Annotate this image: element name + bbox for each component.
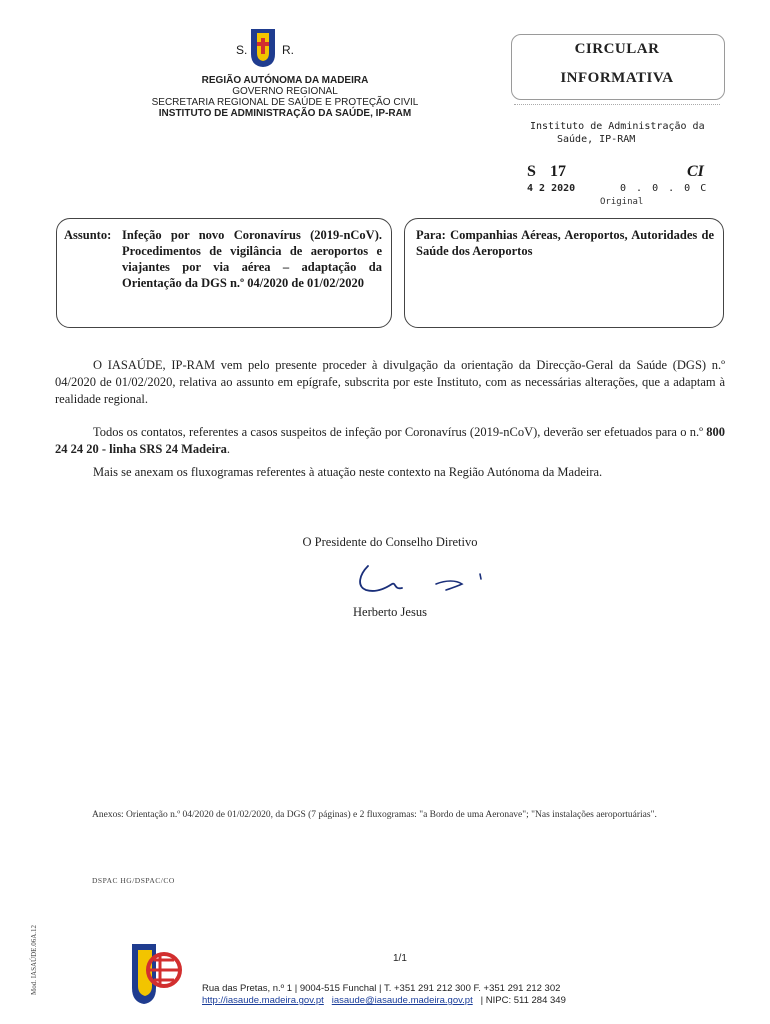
madeira-crest-icon xyxy=(250,28,276,68)
iasaude-logo-icon xyxy=(130,940,184,1006)
footer-contacts xyxy=(202,995,566,1006)
body-paragraph-2 xyxy=(55,424,725,458)
signatory-name: Herberto Jesus xyxy=(353,605,427,619)
nipc: | NIPC: 511 284 349 xyxy=(480,995,566,1006)
stamp-date: 4 2 2020 xyxy=(527,183,576,194)
region-name: REGIÃO AUTÓNOMA DA MADEIRA xyxy=(201,75,369,86)
document-reference: DSPAC HG/DSPAC/CO xyxy=(92,876,175,885)
crest-letter-right: R. xyxy=(282,43,294,57)
circular-title-line1: CIRCULAR xyxy=(574,41,660,57)
hotline-number: 800 24 24 20 - linha SRS 24 Madeira xyxy=(55,425,725,456)
stamp-issuer-line2: Saúde, IP-RAM xyxy=(557,134,636,145)
annex-note: Anexos: Orientação n.º 04/2020 de 01/02/2020, da DGS (7 páginas) e 2 fluxogramas: "a Bordo de uma Aeronave"; "Nas instalações aeroportuárias". xyxy=(92,810,657,820)
subject xyxy=(64,227,382,291)
secretariat-name: SECRETARIA REGIONAL DE SAÚDE E PROTEÇÃO CIVIL xyxy=(151,97,419,108)
stamp-issuer-line1: Instituto de Administração da xyxy=(530,121,705,132)
stamp-status: Original xyxy=(600,197,644,207)
body-paragraph-2-text: Todos os contatos, referentes a casos suspeitos de infeção por Coronavírus (2019-nCoV), deverão ser efetuados para o n.º xyxy=(93,425,707,439)
stamp-series: S xyxy=(527,163,536,180)
website-link[interactable]: http://iasaude.madeira.gov.pt xyxy=(202,995,324,1006)
stamp-code: 0 . 0 . 0 C xyxy=(620,183,709,194)
subject-text: Infeção por novo Coronavírus (2019-nCoV). Procedimentos de vigilância de aeroportos e viajantes por via aérea – adaptação da Orientação da DGS n.º 04/2020 de 01/02/2020 xyxy=(122,228,382,290)
signature-image xyxy=(350,560,500,600)
footer-address: Rua das Pretas, n.º 1 | 9004-515 Funchal | T. +351 291 212 300 F. +351 291 212 302 xyxy=(202,983,561,994)
circular-title-line2: INFORMATIVA xyxy=(560,70,674,86)
body-paragraph-2-end: . xyxy=(226,442,231,456)
recipients-label: Para: xyxy=(416,228,446,242)
government-name: GOVERNO REGIONAL xyxy=(232,86,338,97)
form-code: Mod. IASAÚDE.06A.12 xyxy=(30,925,38,995)
signatory-role: O Presidente do Conselho Diretivo xyxy=(302,535,478,549)
divider xyxy=(514,104,720,105)
email-link[interactable]: iasaude@iasaude.madeira.gov.pt xyxy=(331,995,473,1006)
institute-name: INSTITUTO DE ADMINISTRAÇÃO DA SAÚDE, IP-RAM xyxy=(158,108,412,119)
subject-label: Assunto: xyxy=(64,228,112,242)
stamp-number: 17 xyxy=(550,163,566,180)
body-paragraph-3: Mais se anexam os fluxogramas referentes à atuação neste contexto na Região Autónoma da Madeira. xyxy=(93,465,603,479)
crest-letter-left: S. xyxy=(236,43,248,57)
stamp-type: CI xyxy=(687,163,704,180)
recipients-text: Companhias Aéreas, Aeroportos, Autoridades de Saúde dos Aeroportos xyxy=(416,228,715,258)
page-number: 1/1 xyxy=(393,953,407,964)
body-paragraph-1: O IASAÚDE, IP-RAM vem pelo presente proceder à divulgação da orientação da Direcção-Geral da Saúde (DGS) n.º 04/2020 de 01/02/2020, relativa ao assunto em epígrafe, subscrita por este Instituto, com as necessárias alterações, que a adaptam à realidade regional. xyxy=(55,358,725,406)
recipients xyxy=(416,227,714,259)
